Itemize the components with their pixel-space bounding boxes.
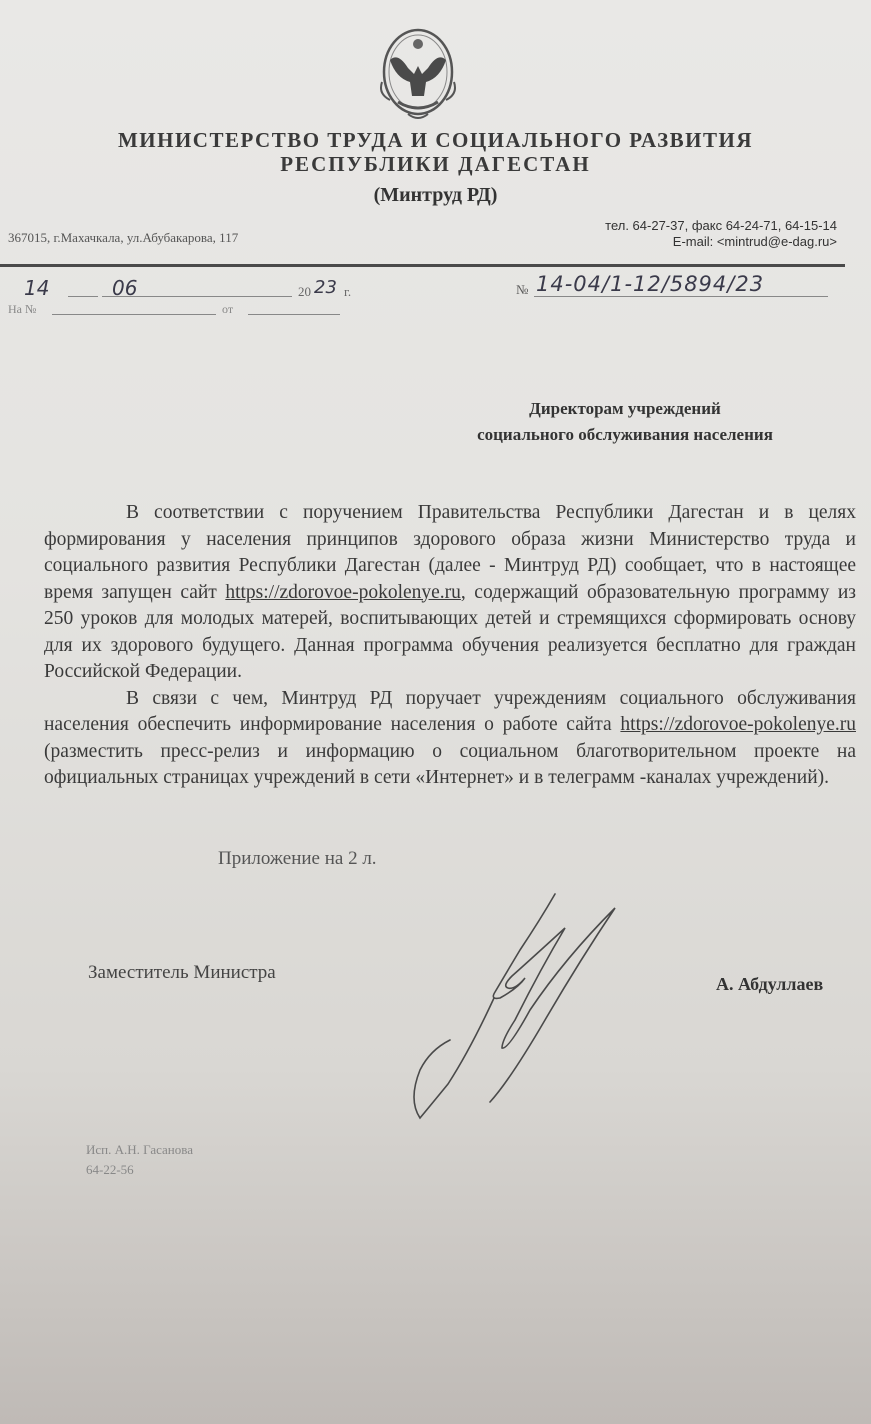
coat-of-arms-icon (368, 22, 468, 126)
website-link[interactable]: https://zdorovoe-pokolenye.ru (225, 581, 461, 603)
org-name-line2: РЕСПУБЛИКИ ДАГЕСТАН (280, 152, 591, 176)
executor-name: Исп. А.Н. Гасанова (86, 1142, 193, 1157)
letterhead-divider (0, 264, 845, 267)
from-label: от (222, 302, 234, 316)
signer-title: Заместитель Министра (88, 962, 276, 983)
underline (68, 296, 98, 297)
recipient-block (420, 396, 830, 448)
phone-fax: тел. 64-27-37, факс 64-24-71, 64-15-14 (605, 218, 837, 233)
paragraph-2: В связи с чем, Минтруд РД поручает учреждениям социального обслуживания населения обеспечить информирование населения о работе сайта https://zdorovoe-pokolenye.ru (разместить пресс-релиз и информацию о социальном благотворительном проекте на официальных страницах учреждений в сети «Интернет» и в телеграмм -каналах учреждений). (44, 687, 856, 788)
email: E-mail: <mintrud@e-dag.ru> (672, 234, 837, 249)
website-link[interactable]: https://zdorovoe-pokolenye.ru (620, 714, 856, 735)
date-year-unit: г. (344, 284, 352, 299)
signer-name: А. Абдуллаев (716, 974, 824, 994)
date-year: 23 (314, 277, 337, 298)
registration-date (8, 276, 368, 320)
executor-phone: 64-22-56 (86, 1162, 134, 1177)
paragraph-1: В соответствии с поручением Правительства Республики Дагестан и в целях формирования у населения принципов здорового образа жизни Министерство труда и социального развития Республики Дагестан (далее - Минтруд РД) сообщает, что в настоящее время запущен сайт https://zdorovoe-pokolenye.ru, содержащий образовательную программу из 250 уроков для молодых матерей, воспитывающих детей и стремящихся сформировать основу для их здорового будущего. Данная программа обучения реализуется бесплатно для граждан Российской Федерации. (44, 502, 856, 682)
date-month: 06 (112, 276, 138, 300)
number-value: 14-04/1-12/5894/23 (536, 272, 765, 296)
org-name-line1: МИНИСТЕРСТВО ТРУДА И СОЦИАЛЬНОГО РАЗВИТИЯ (117, 128, 754, 152)
org-address: 367015, г.Махачкала, ул.Абубакарова, 117 (8, 230, 239, 245)
executor-info (86, 1140, 193, 1180)
date-day: 14 (24, 276, 50, 300)
handwritten-signature-icon (390, 880, 630, 1120)
attachment-note: Приложение на 2 л. (218, 848, 377, 869)
in-reply-label: На № (8, 302, 37, 316)
underline (102, 296, 292, 297)
org-short-name: (Минтруд РД) (373, 184, 498, 206)
recipient-line1: Директорам учреждений (529, 399, 721, 418)
letter-body (44, 500, 856, 792)
underline (248, 314, 340, 315)
date-year-prefix: 20 (298, 284, 311, 299)
number-label: № (516, 282, 529, 297)
org-contacts (605, 218, 837, 250)
underline (534, 296, 828, 297)
underline (52, 314, 216, 315)
registration-number (516, 272, 828, 302)
recipient-line2: социального обслуживания населения (477, 425, 773, 444)
